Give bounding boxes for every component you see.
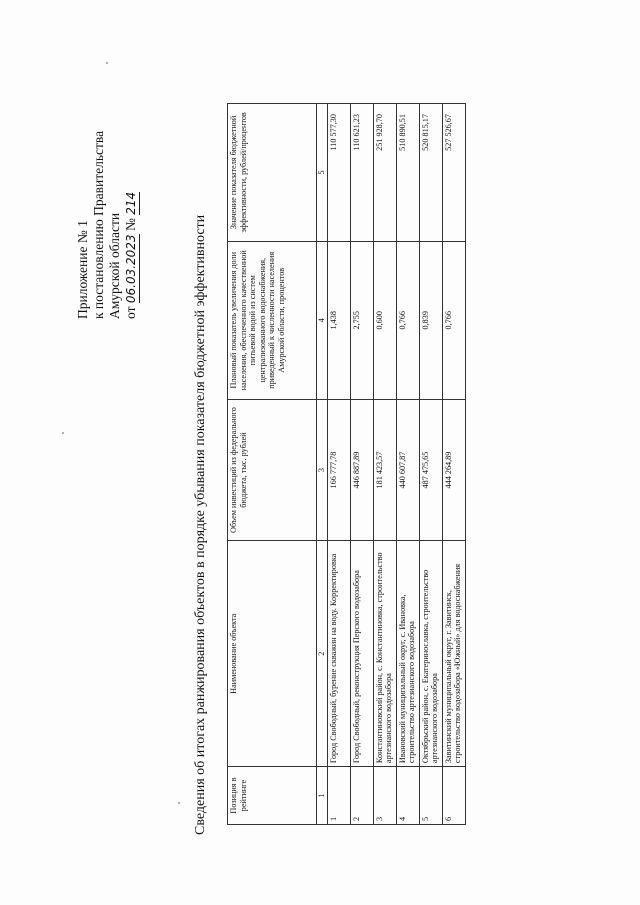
cell-share: 0,766 [442, 241, 465, 399]
table-row [396, 104, 419, 825]
table-header-row [228, 104, 317, 825]
col-header-position: Позиция в рейтинге [228, 767, 317, 825]
cell-investment: 181 423,57 [373, 399, 396, 541]
cell-object-name: Город Свободный, реконструкция Перского водозабора [350, 541, 373, 767]
appendix-title: Приложение № 1 [75, 220, 90, 319]
cell-object-name: Октябрьский район, с. Екатеринославка, строительство артезианского водозабора [419, 541, 442, 767]
appendix-line-3: Амурской области [107, 212, 122, 319]
cell-efficiency: 527 526,67 [442, 104, 465, 242]
cell-investment: 446 887,89 [350, 399, 373, 541]
cell-position: 2 [350, 767, 373, 825]
ranking-table [227, 103, 466, 825]
cell-position: 6 [442, 767, 465, 825]
table-row [327, 104, 350, 825]
cell-efficiency: 251 928,70 [373, 104, 396, 242]
cell-investment: 444 264,89 [442, 399, 465, 541]
date-prefix: от [123, 306, 138, 319]
column-number-row [317, 104, 328, 825]
col-header-share: Плановый показатель увеличения доли населения, обеспеченного качественной питьевой водой из систем централизованного водоснабжения, приведенный к численности населения Амурской области, процентов [228, 241, 317, 399]
cell-efficiency: 510 890,51 [396, 104, 419, 242]
appendix-block [75, 59, 140, 319]
cell-efficiency: 110 621,23 [350, 104, 373, 242]
cell-position: 4 [396, 767, 419, 825]
cell-object-name: Ивановский муниципальный округ, с. Ивановка, строительство артезианского водозабора [396, 541, 419, 767]
table-row [350, 104, 373, 825]
cell-position: 5 [419, 767, 442, 825]
col-number: 5 [317, 104, 328, 242]
document-heading: Сведения об итогах ранжирования объектов в порядке убывания показателя бюджетной эффективности [193, 214, 208, 835]
cell-investment: 166 777,78 [327, 399, 350, 541]
cell-position: 3 [373, 767, 396, 825]
number-prefix: № [123, 218, 138, 232]
scan-speck [178, 802, 180, 804]
col-header-efficiency: Значение показателя бюджетной эффективности, рублей/процентов [228, 104, 317, 242]
cell-object-name: Завитинский муниципальный округ, г. Завитинск, строительство водозабора «Южный» для водоснабжения [442, 541, 465, 767]
col-number: 2 [317, 541, 328, 767]
appendix-date-line [123, 59, 140, 319]
cell-object-name: Город Свободный, бурение скважин на воду. Корректировка [327, 541, 350, 767]
col-number: 4 [317, 241, 328, 399]
col-number: 1 [317, 767, 328, 825]
cell-share: 0,600 [373, 241, 396, 399]
scan-speck [62, 432, 64, 434]
cell-investment: 487 475,65 [419, 399, 442, 541]
handwritten-date: 06.03.2023 [124, 234, 138, 304]
cell-share: 0,766 [396, 241, 419, 399]
cell-efficiency: 520 815,17 [419, 104, 442, 242]
cell-object-name: Константиновский район, с. Константиновка, строительство артезианского водозабора [373, 541, 396, 767]
table-row [373, 104, 396, 825]
scan-speck [106, 62, 108, 64]
cell-efficiency: 110 577,30 [327, 104, 350, 242]
col-header-name: Наименование объекта [228, 541, 317, 767]
cell-share: 1,438 [327, 241, 350, 399]
cell-investment: 440 607,87 [396, 399, 419, 541]
cell-share: 0,839 [419, 241, 442, 399]
table-row [442, 104, 465, 825]
table-row [419, 104, 442, 825]
cell-share: 2,755 [350, 241, 373, 399]
col-header-investment: Объем инвестиций из федерального бюджета, тыс. рублей [228, 399, 317, 541]
handwritten-number: 214 [124, 191, 138, 215]
appendix-line-2: к постановлению Правительства [91, 130, 106, 319]
col-number: 3 [317, 399, 328, 541]
cell-position: 1 [327, 767, 350, 825]
